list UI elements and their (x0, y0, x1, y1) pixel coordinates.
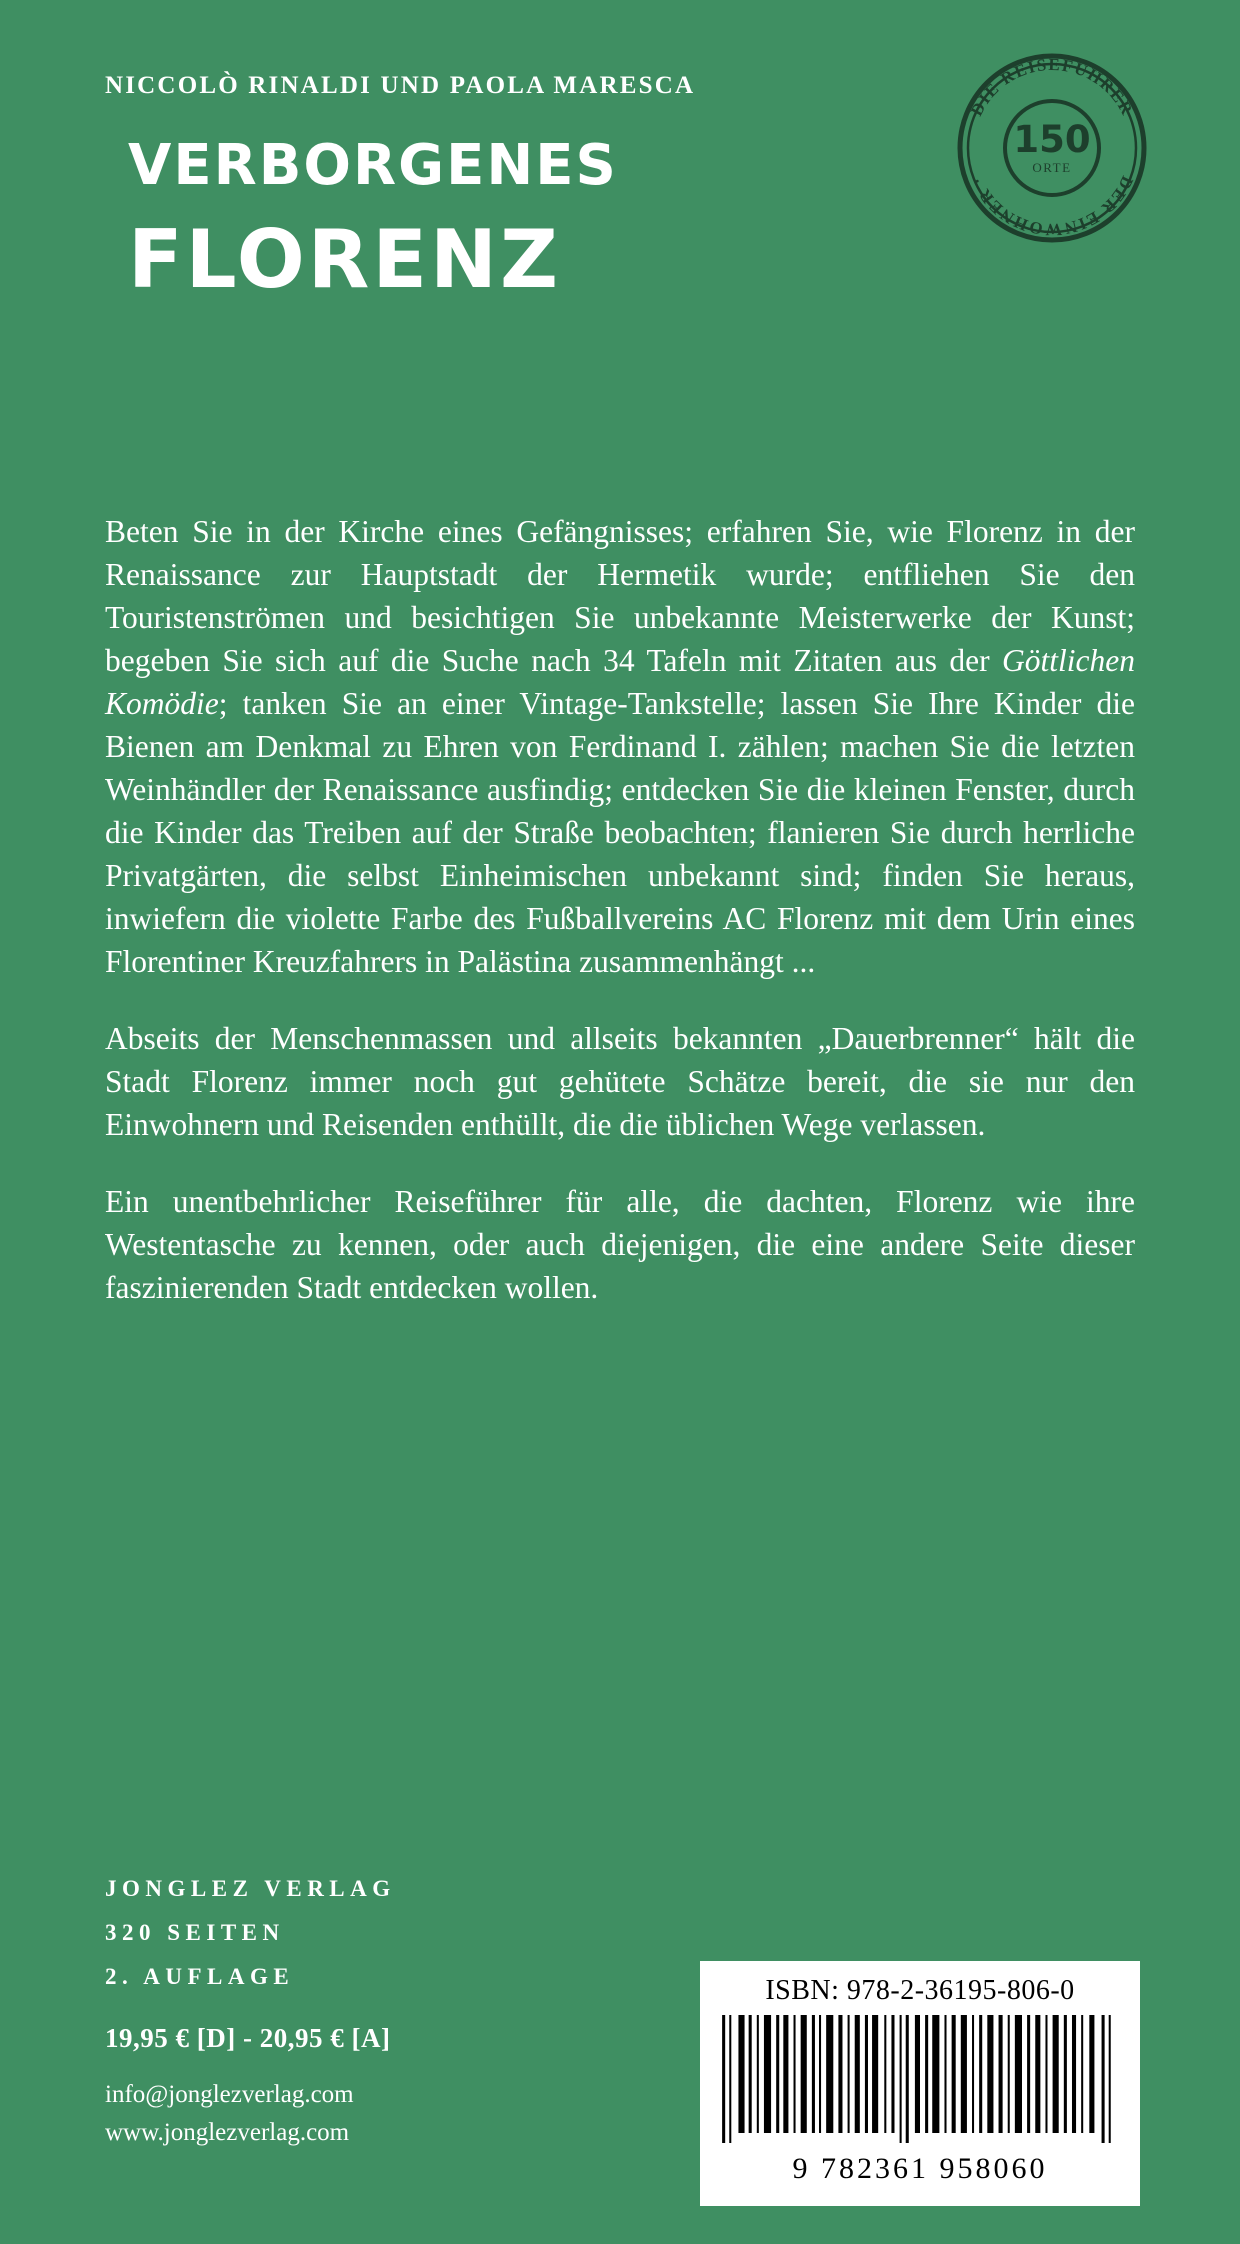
svg-text:DER EINWOHNER · (967, 173, 1137, 239)
blurb-p1-part1: Beten Sie in der Kirche eines Gefängnisses; erfahren Sie, wie Florenz in der Renaissance zur Hauptstadt der Hermetik wurde; entfliehen Sie den Touristenströmen und besichtigen Sie unbekannte Meisterwerke der Kunst; begeben Sie sich auf die Suche nach 34 Tafeln mit Zitaten aus der (105, 514, 1135, 678)
title-line-2: FLORENZ (128, 213, 561, 306)
title-line-1: VERBORGENES (128, 133, 618, 198)
website-url[interactable]: www.jonglezverlag.com (105, 2119, 350, 2146)
isbn-label: ISBN: 978-2-36195-806-0 (765, 1975, 1075, 2006)
authors-line: NICCOLÒ RINALDI UND PAOLA MARESCA (105, 72, 696, 99)
stamp-bottom-arc-text: DER EINWOHNER · (966, 173, 1137, 240)
page-count: 320 SEITEN (105, 1920, 285, 1945)
edition: 2. AUFLAGE (105, 1964, 295, 1989)
barcode-block (700, 1961, 1140, 2206)
barcode-bars (716, 2015, 1124, 2143)
blurb-text (105, 510, 1135, 1309)
stamp-sublabel: ORTE (1032, 160, 1072, 175)
footer-block (105, 1867, 625, 2152)
blurb-p1-part2: ; tanken Sie an einer Vintage-Tankstelle; lassen Sie Ihre Kinder die Bienen am Denkmal zu Ehren von Ferdinand I. zählen; machen Sie die letzten Weinhändler der Renaissance ausfindig; entdecken Sie die kleinen Fenster, durch die Kinder das Treiben auf der Straße beobachten; flanieren Sie durch herrliche Privatgärten, die selbst Einheimischen unbekannt sind; finden Sie heraus, inwiefern die violette Farbe des Fußballvereins AC Florenz mit dem Urin eines Florentiner Kreuzfahrers in Palästina zusammenhängt ... (105, 686, 1135, 979)
blurb-paragraph-2: Abseits der Menschenmassen und allseits bekannten „Dauerbrenner“ hält die Stadt Florenz immer noch gut gehütete Schätze bereit, die sie nur den Einwohnern und Reisenden enthüllt, die die üblichen Wege verlassen. (105, 1021, 1135, 1142)
blurb-p1-italic: Göttlichen Komödie (105, 643, 1135, 721)
email-address[interactable]: info@jonglezverlag.com (105, 2081, 354, 2108)
blurb-paragraph-1 (105, 510, 1135, 983)
stamp-top-arc-text: DIE REISEFÜHRER (966, 54, 1138, 120)
title-block (128, 133, 618, 306)
stamp-number: 150 (1013, 118, 1091, 161)
series-stamp-icon (952, 48, 1152, 248)
svg-text:DIE REISEFÜHRER (967, 55, 1137, 119)
price: 19,95 € [D] - 20,95 € [A] (105, 2023, 391, 2053)
publisher-name: JONGLEZ VERLAG (105, 1876, 396, 1901)
barcode-digits: 9 782361 958060 (792, 2152, 1048, 2185)
blurb-paragraph-3: Ein unentbehrlicher Reiseführer für alle, die dachten, Florenz wie ihre Westentasche zu kennen, oder auch diejenigen, die eine andere Seite dieser faszinierenden Stadt entdecken wollen. (105, 1184, 1135, 1305)
